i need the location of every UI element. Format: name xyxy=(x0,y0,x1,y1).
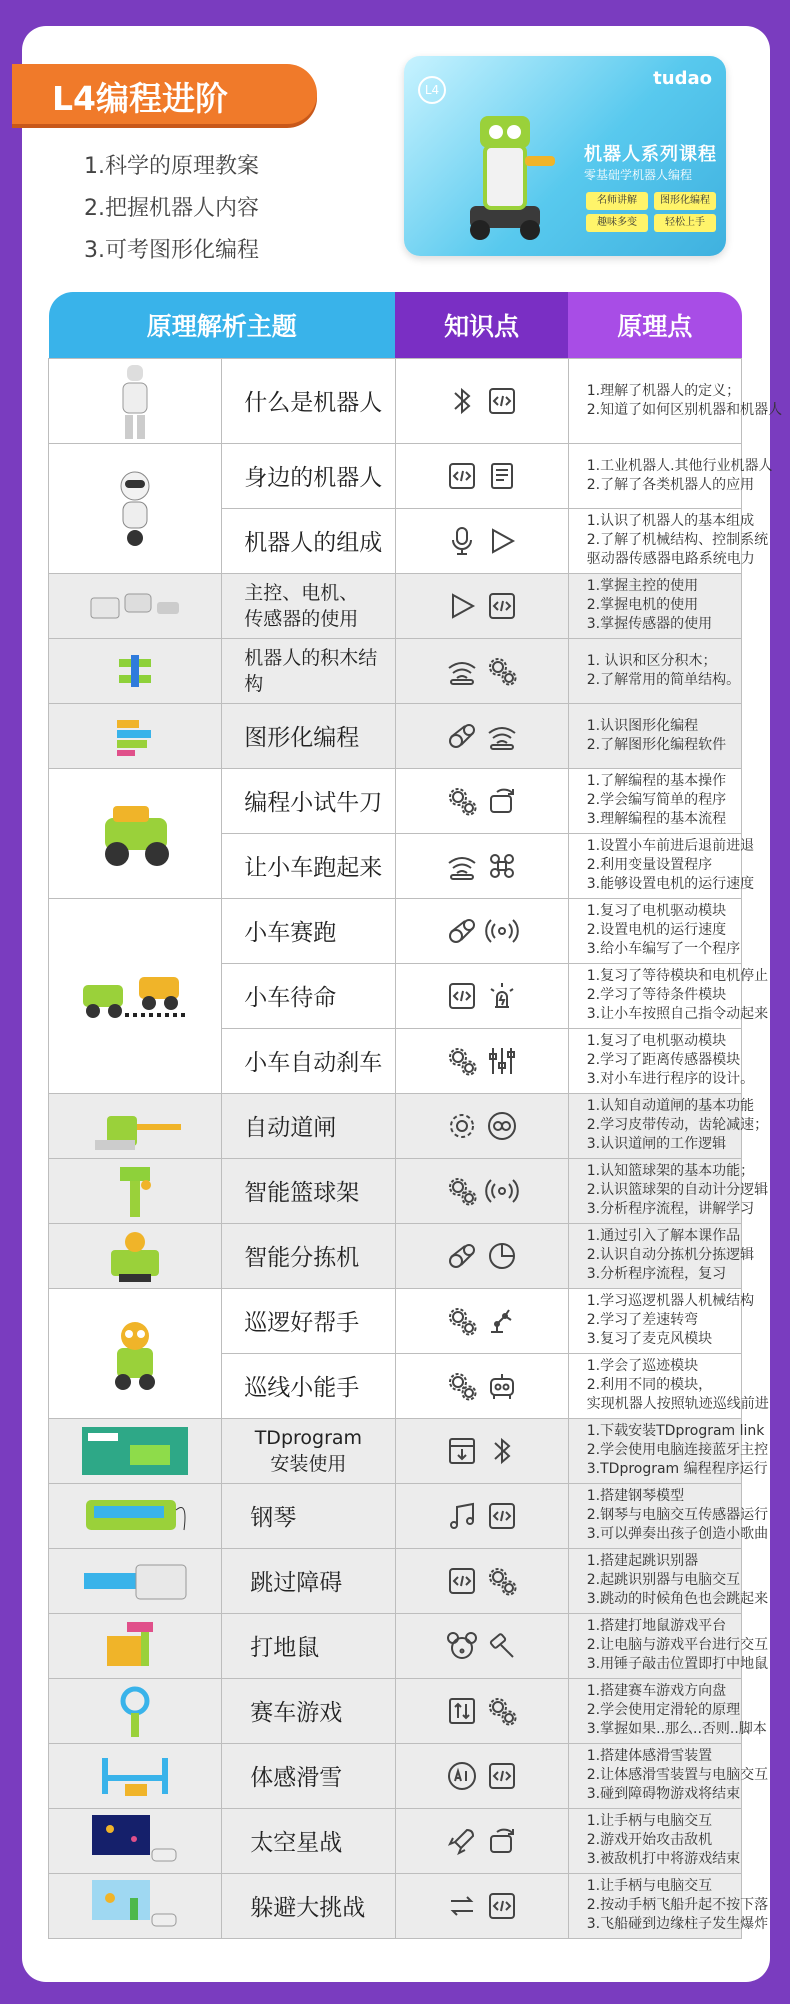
topic-cell xyxy=(222,703,395,768)
document-icon xyxy=(485,459,519,493)
bluetooth-icon xyxy=(445,384,479,418)
principle-line: 2.让体感滑雪装置与电脑交互 xyxy=(586,1767,769,1783)
table-row xyxy=(49,768,742,833)
mouse-icon xyxy=(445,1629,479,1663)
principle-line: 2.让电脑与游戏平台进行交互 xyxy=(586,1637,769,1653)
topic-label: 智能分拣机 xyxy=(244,1245,360,1271)
code-icon xyxy=(445,459,479,493)
level-title: L4编程进阶 xyxy=(52,79,228,118)
principle-line: 2.知道了如何区别机器和机器人 xyxy=(586,401,783,418)
header-knowledge: 知识点 xyxy=(395,292,568,358)
topic-label: 小车赛跑 xyxy=(244,920,337,946)
book-title: 机器人系列课程 xyxy=(584,144,717,165)
book-subtitle: 零基础学机器人编程 xyxy=(584,168,693,182)
knowledge-icons-cell xyxy=(395,1613,568,1678)
principle-cell xyxy=(568,1028,755,1093)
principle-cell xyxy=(568,508,769,573)
header-topic: 原理解析主题 xyxy=(49,292,396,358)
robot-icon xyxy=(485,1369,519,1403)
topic-cell xyxy=(222,1158,395,1223)
code-icon xyxy=(485,1889,519,1923)
knowledge-icons-cell xyxy=(395,1873,568,1938)
principle-line: 2.了解了各类机器人的应用 xyxy=(586,476,755,493)
topic-cell xyxy=(222,833,395,898)
principle-cell xyxy=(568,1418,769,1483)
barrier-gate-image xyxy=(87,1096,183,1156)
topic-image-cell xyxy=(49,443,222,573)
principle-line: 实现机器人按照轨迹巡线前进 xyxy=(586,1396,769,1412)
principle-line: 2.起跳识别器与电脑交互 xyxy=(586,1572,741,1588)
ski-device-image xyxy=(95,1748,175,1804)
knowledge-icons-cell xyxy=(395,1288,568,1353)
knowledge-icons-cell xyxy=(395,1223,568,1288)
topic-label: 什么是机器人 xyxy=(244,390,383,416)
principle-line: 3.用锤子敲击位置即打中地鼠 xyxy=(586,1656,769,1672)
topic-cell xyxy=(222,638,395,703)
principle-line: 1.让手柄与电脑交互 xyxy=(586,1878,713,1894)
topic-cell xyxy=(222,443,395,508)
principle-cell xyxy=(568,1808,741,1873)
gears-icon xyxy=(445,784,479,818)
knowledge-icons-cell xyxy=(395,963,568,1028)
principle-line: 1.理解了机器人的定义； xyxy=(586,382,741,399)
principle-line: 1.复习了等待模块和电机停止 xyxy=(586,968,769,984)
principle-line: 1.学会了巡迹模块 xyxy=(586,1358,699,1374)
topic-cell xyxy=(222,508,395,573)
book-tag: 趣味多变 xyxy=(586,214,648,232)
space-war-image xyxy=(90,1813,180,1869)
principle-cell xyxy=(568,1288,755,1353)
principle-line: 2.认识篮球架的自动计分逻辑 xyxy=(586,1182,769,1198)
table-row xyxy=(49,1808,742,1873)
dodge-game-image xyxy=(90,1878,180,1934)
gear-icon xyxy=(445,1109,479,1143)
topic-image-cell xyxy=(49,638,222,703)
topic-cell xyxy=(222,358,395,443)
code-blocks-image xyxy=(109,714,161,758)
topic-label: 巡线小能手 xyxy=(244,1375,360,1401)
principle-line: 1.搭建赛车游戏方向盘 xyxy=(586,1683,727,1699)
tdprogram-screen-image xyxy=(80,1423,190,1479)
principle-cell xyxy=(568,1743,769,1808)
code-icon xyxy=(485,1759,519,1793)
principle-line: 1.掌握主控的使用 xyxy=(586,578,699,594)
principle-line: 2.利用变量设置程序 xyxy=(586,857,713,873)
principle-line: 3.能够设置电机的运行速度 xyxy=(586,876,755,892)
topic-image-cell xyxy=(49,358,222,443)
rocket-icon xyxy=(445,1824,479,1858)
topic-label: 体感滑雪 xyxy=(250,1765,343,1791)
topic-cell xyxy=(222,768,395,833)
topic-image-cell xyxy=(49,1223,222,1288)
topic-image-cell xyxy=(49,1678,222,1743)
table-row xyxy=(49,703,742,768)
signal-icon xyxy=(445,849,479,883)
code-icon xyxy=(485,1499,519,1533)
principle-cell xyxy=(568,638,741,703)
knowledge-icons-cell xyxy=(395,443,568,508)
gears-icon xyxy=(485,1564,519,1598)
table-row xyxy=(49,573,742,638)
jump-sensor-image xyxy=(80,1553,190,1609)
principle-cell xyxy=(568,573,741,638)
code-icon xyxy=(445,979,479,1013)
principle-line: 2.设置电机的运行速度 xyxy=(586,922,727,938)
microphone-icon xyxy=(445,524,479,558)
topic-cell xyxy=(222,1678,395,1743)
principle-line: 1.工业机器人.其他行业机器人 xyxy=(586,457,773,474)
building-block-image xyxy=(113,649,157,693)
download-icon xyxy=(445,1434,479,1468)
principle-cell xyxy=(568,1873,769,1938)
knowledge-icons-cell xyxy=(395,1418,568,1483)
topic-label: TDprogram xyxy=(254,1426,363,1449)
gears-icon xyxy=(485,1694,519,1728)
hammer-icon xyxy=(485,1629,519,1663)
principle-cell xyxy=(568,1093,769,1158)
topic-image-cell xyxy=(49,768,222,898)
principle-line: 2.学习皮带传动，齿轮减速； xyxy=(586,1117,769,1133)
topic-label: 智能篮球架 xyxy=(244,1180,360,1206)
robot-arm-icon xyxy=(485,1304,519,1338)
principle-cell xyxy=(568,1353,769,1418)
topic-image-cell xyxy=(49,573,222,638)
topic-image-cell xyxy=(49,1548,222,1613)
feature-item: 2.把握机器人内容 xyxy=(84,196,259,221)
knowledge-icons-cell xyxy=(395,1353,568,1418)
topic-image-cell xyxy=(49,1808,222,1873)
topic-cell xyxy=(222,1548,395,1613)
topic-cell xyxy=(222,1288,395,1353)
principle-line: 2.学习了差速转弯 xyxy=(586,1312,699,1328)
course-book-cover xyxy=(404,56,726,256)
topic-cell xyxy=(222,1223,395,1288)
command-icon xyxy=(485,849,519,883)
gear-link-icon xyxy=(445,719,479,753)
steering-wheel-image xyxy=(105,1683,165,1739)
principle-line: 1.通过引入了解本课作品 xyxy=(586,1228,741,1244)
table-row xyxy=(49,1093,742,1158)
sliders-icon xyxy=(485,1044,519,1078)
topic-cell xyxy=(222,573,395,638)
table-row xyxy=(49,1418,742,1483)
principle-line: 2.按动手柄飞船升起不按下落 xyxy=(586,1897,769,1913)
principle-line: 2.学习了等待条件模块 xyxy=(586,987,727,1003)
principle-line: 1.下载安装TDprogram link xyxy=(586,1423,765,1439)
knowledge-icons-cell xyxy=(395,1548,568,1613)
principle-cell xyxy=(568,1548,769,1613)
principle-line: 1.认识图形化编程 xyxy=(586,717,699,734)
topic-image-cell xyxy=(49,898,222,1093)
basketball-stand-image xyxy=(110,1161,160,1221)
knowledge-icons-cell xyxy=(395,703,568,768)
knowledge-icons-cell xyxy=(395,833,568,898)
level-badge: L4 xyxy=(418,76,446,104)
principle-line: 2.了解图形化编程软件 xyxy=(586,736,727,753)
topic-cell xyxy=(222,1353,395,1418)
knowledge-icons-cell xyxy=(395,1678,568,1743)
knowledge-icons-cell xyxy=(395,573,568,638)
table-row xyxy=(49,1223,742,1288)
book-tag: 图形化编程 xyxy=(654,192,716,210)
principle-line: 3.跳动的时候角色也会跳起来 xyxy=(586,1591,769,1607)
principle-line: 1. 认识和区分积木； xyxy=(586,652,717,669)
broadcast-icon xyxy=(485,1174,519,1208)
principle-line: 3.掌握传感器的使用 xyxy=(586,616,713,632)
principle-line: 3.让小车按照自己指令动起来 xyxy=(586,1006,769,1022)
book-tag: 名师讲解 xyxy=(586,192,648,210)
code-icon xyxy=(445,1564,479,1598)
principle-cell xyxy=(568,1678,767,1743)
principle-line: 3.可以弹奏出孩子创造小歌曲 xyxy=(586,1526,769,1542)
table-row xyxy=(49,1613,742,1678)
topic-label: 太空星战 xyxy=(250,1830,343,1856)
rotate-icon xyxy=(485,784,519,818)
principle-line: 驱动器传感器电路系统电力 xyxy=(586,551,755,567)
patrol-robot-image xyxy=(103,1308,167,1398)
topic-cell xyxy=(222,1483,395,1548)
brand-logo: tudao xyxy=(653,68,712,89)
knowledge-icons-cell xyxy=(395,898,568,963)
principle-cell xyxy=(568,963,769,1028)
principle-cell xyxy=(568,833,755,898)
principle-cell xyxy=(568,898,741,963)
topic-cell xyxy=(222,1808,395,1873)
principle-cell xyxy=(568,1483,769,1548)
topic-cell xyxy=(222,1093,395,1158)
knowledge-icons-cell xyxy=(395,1028,568,1093)
table-row xyxy=(49,1678,742,1743)
table-row xyxy=(49,638,742,703)
principle-line: 3.复习了麦克风模块 xyxy=(586,1331,713,1347)
principle-line: 3.碰到障碍物游戏将结束 xyxy=(586,1786,741,1802)
principle-line: 1.了解编程的基本操作 xyxy=(586,773,727,789)
principle-line: 2.了解了机械结构、控制系统 xyxy=(586,532,769,548)
principle-line: 3.被敌机打中将游戏结束 xyxy=(586,1851,741,1867)
gears-icon xyxy=(445,1369,479,1403)
principle-line: 1.复习了电机驱动模块 xyxy=(586,903,727,919)
level-title-banner xyxy=(12,64,317,124)
lego-car-image xyxy=(85,788,185,878)
curriculum-table xyxy=(48,292,783,1939)
topic-label: 编程小试牛刀 xyxy=(244,790,383,816)
play-icon xyxy=(485,524,519,558)
table-row xyxy=(49,1873,742,1938)
topic-label-line2: 安装使用 xyxy=(270,1452,347,1475)
principle-line: 1.设置小车前进后退前进退 xyxy=(586,838,755,854)
code-icon xyxy=(485,384,519,418)
topic-label: 自动道闸 xyxy=(244,1115,337,1141)
knowledge-icons-cell xyxy=(395,1808,568,1873)
whack-mole-image xyxy=(97,1618,173,1674)
principle-line: 1.认知自动道闸的基本功能 xyxy=(586,1098,755,1114)
gears-icon xyxy=(485,654,519,688)
topic-cell xyxy=(222,898,395,963)
principle-line: 2.了解常用的简单结构。 xyxy=(586,671,741,688)
principle-cell xyxy=(568,768,741,833)
code-icon xyxy=(485,589,519,623)
principle-line: 3.认识道闸的工作逻辑 xyxy=(586,1136,727,1152)
feature-list xyxy=(84,146,259,272)
topic-label: 打地鼠 xyxy=(250,1635,320,1661)
principle-line: 2.学会编写简单的程序 xyxy=(586,792,727,808)
topic-image-cell xyxy=(49,1093,222,1158)
feature-item: 1.科学的原理教案 xyxy=(84,154,259,179)
principle-cell xyxy=(568,1223,755,1288)
topic-label: 躲避大挑战 xyxy=(250,1895,366,1921)
broadcast-icon xyxy=(485,914,519,948)
principle-line: 3.给小车编写了一个程序 xyxy=(586,941,741,957)
topic-label: 让小车跑起来 xyxy=(244,855,383,881)
gears-icon xyxy=(445,1304,479,1338)
gear-link-icon xyxy=(445,914,479,948)
robot-illustration xyxy=(440,96,570,246)
table-row xyxy=(49,443,742,508)
feature-item: 3.可考图形化编程 xyxy=(84,238,259,263)
principle-line: 1.搭建打地鼠游戏平台 xyxy=(586,1618,727,1634)
principle-cell xyxy=(568,1158,769,1223)
updown-icon xyxy=(445,1694,479,1728)
swap-icon xyxy=(445,1889,479,1923)
sorting-machine-image xyxy=(103,1226,167,1286)
principle-line: 1.学习巡逻机器人机械结构 xyxy=(586,1293,755,1309)
knowledge-icons-cell xyxy=(395,1158,568,1223)
table-row xyxy=(49,1743,742,1808)
principle-line: 1.搭建体感滑雪装置 xyxy=(586,1748,713,1764)
bluetooth-icon xyxy=(485,1434,519,1468)
light-icon xyxy=(485,979,519,1013)
knowledge-icons-cell xyxy=(395,508,568,573)
racing-cars-image xyxy=(77,951,193,1041)
topic-label: 钢琴 xyxy=(250,1505,297,1531)
gears-icon xyxy=(445,1174,479,1208)
principle-line: 1.搭建钢琴模型 xyxy=(586,1488,685,1504)
signal-icon xyxy=(445,654,479,688)
gears-icon xyxy=(445,1044,479,1078)
topic-image-cell xyxy=(49,1288,222,1418)
principle-line: 3.分析程序流程，讲解学习 xyxy=(586,1201,755,1217)
knowledge-icons-cell xyxy=(395,1483,568,1548)
book-tag: 轻松上手 xyxy=(654,214,716,232)
table-row xyxy=(49,898,742,963)
principle-line: 2.认识自动分拣机分拣逻辑 xyxy=(586,1247,755,1263)
topic-image-cell xyxy=(49,1873,222,1938)
knowledge-icons-cell xyxy=(395,1743,568,1808)
principle-line: 2.学会使用电脑连接蓝牙主控 xyxy=(586,1442,769,1458)
principle-cell xyxy=(568,703,741,768)
topic-label-line2: 传感器的使用 xyxy=(244,607,359,630)
principle-line: 1.搭建起跳识别器 xyxy=(586,1553,699,1569)
principle-line: 1.认知篮球架的基本功能； xyxy=(586,1163,755,1179)
topic-image-cell xyxy=(49,1418,222,1483)
table-row xyxy=(49,358,742,443)
principle-cell xyxy=(568,443,773,508)
principle-line: 1.复习了电机驱动模块 xyxy=(586,1033,727,1049)
topic-label: 小车自动刹车 xyxy=(244,1050,383,1076)
principle-line: 3.对小车进行程序的设计。 xyxy=(586,1071,755,1087)
header-principle: 原理点 xyxy=(568,292,741,358)
topic-label: 跳过障碍 xyxy=(250,1570,343,1596)
signal-icon xyxy=(485,719,519,753)
principle-line: 2.学会使用定滑轮的原理 xyxy=(586,1702,741,1718)
table-row xyxy=(49,1548,742,1613)
topic-label: 巡逻好帮手 xyxy=(244,1310,360,1336)
principle-line: 3.分析程序流程，复习 xyxy=(586,1266,727,1282)
principle-line: 3.掌握如果..那么..否则..脚本 xyxy=(586,1721,767,1737)
humanoid-robot-image xyxy=(103,359,167,443)
topic-label: 身边的机器人 xyxy=(244,465,383,491)
principle-line: 2.学习了距离传感器模块 xyxy=(586,1052,741,1068)
table-row xyxy=(49,1483,742,1548)
principle-line: 2.钢琴与电脑交互传感器运行 xyxy=(586,1507,769,1523)
principle-line: 3.飞船碰到边缘柱子发生爆炸 xyxy=(586,1916,769,1932)
service-robot-image xyxy=(103,466,167,550)
principle-line: 3.TDprogram 编程程序运行 xyxy=(586,1461,768,1477)
topic-image-cell xyxy=(49,1483,222,1548)
music-icon xyxy=(445,1499,479,1533)
principle-line: 2.游戏开始攻击敌机 xyxy=(586,1832,713,1848)
knowledge-icons-cell xyxy=(395,768,568,833)
principle-cell xyxy=(568,1613,769,1678)
topic-image-cell xyxy=(49,1613,222,1678)
principle-line: 2.掌握电机的使用 xyxy=(586,597,699,613)
table-row xyxy=(49,1288,742,1353)
gear-link-icon xyxy=(445,1239,479,1273)
topic-image-cell xyxy=(49,1158,222,1223)
topic-cell xyxy=(222,1028,395,1093)
knowledge-icons-cell xyxy=(395,1093,568,1158)
topic-label: 图形化编程 xyxy=(244,725,360,751)
principle-line: 2.利用不同的模块， xyxy=(586,1377,713,1393)
principle-cell xyxy=(568,358,783,443)
topic-image-cell xyxy=(49,703,222,768)
topic-cell xyxy=(222,1418,395,1483)
topic-cell xyxy=(222,963,395,1028)
knowledge-icons-cell xyxy=(395,358,568,443)
topic-cell xyxy=(222,1613,395,1678)
knowledge-icons-cell xyxy=(395,638,568,703)
ai-icon xyxy=(445,1759,479,1793)
topic-label: 机器人的积木结构 xyxy=(244,646,378,695)
topic-cell xyxy=(222,1873,395,1938)
topic-cell xyxy=(222,1743,395,1808)
topic-label: 主控、电机、 xyxy=(244,581,359,604)
principle-line: 1.让手柄与电脑交互 xyxy=(586,1813,713,1829)
rotate-icon xyxy=(485,1824,519,1858)
topic-label: 机器人的组成 xyxy=(244,530,383,556)
topic-label: 小车待命 xyxy=(244,985,337,1011)
topic-label: 赛车游戏 xyxy=(250,1700,343,1726)
topic-image-cell xyxy=(49,1743,222,1808)
pie-icon xyxy=(485,1239,519,1273)
piano-model-image xyxy=(80,1490,190,1542)
table-row xyxy=(49,1158,742,1223)
link-icon xyxy=(485,1109,519,1143)
principle-line: 3.理解编程的基本流程 xyxy=(586,811,727,827)
principle-line: 1.认识了机器人的基本组成 xyxy=(586,513,755,529)
controller-kit-image xyxy=(87,584,183,628)
play-icon xyxy=(445,589,479,623)
